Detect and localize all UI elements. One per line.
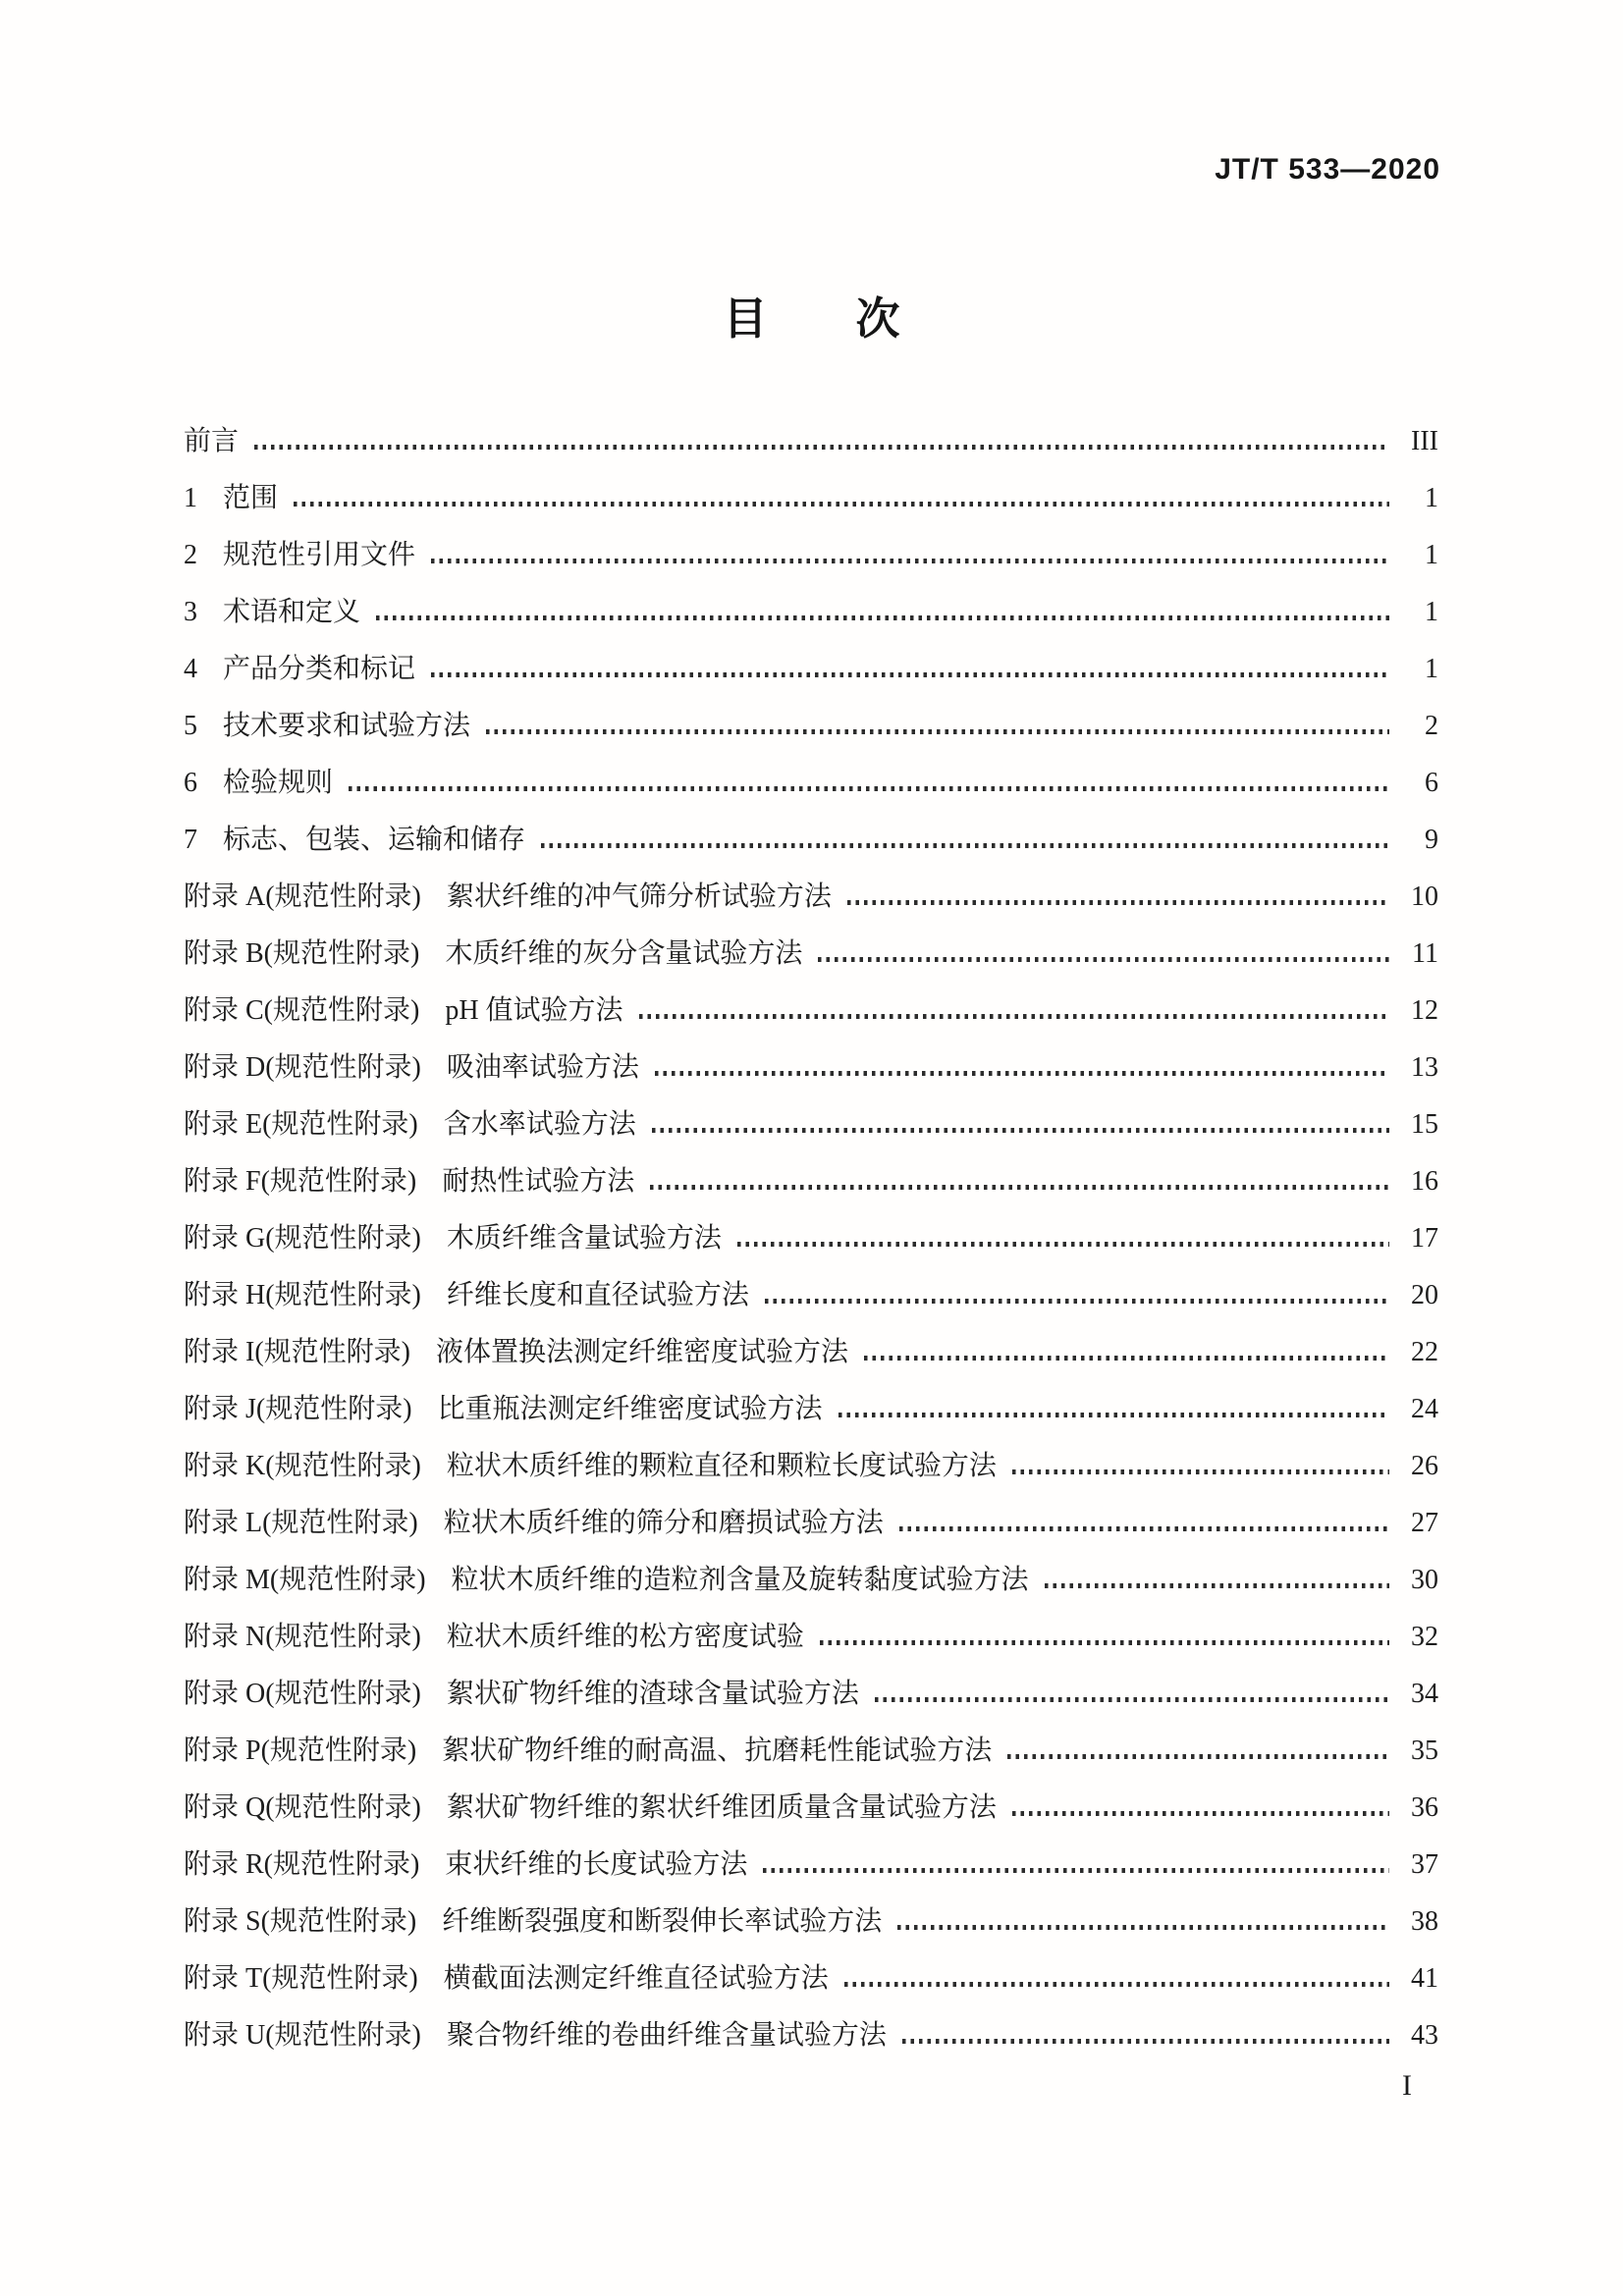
toc-entry-page: 1 [1425, 540, 1438, 570]
toc-row [184, 1609, 1438, 1666]
toc-entry-page: 24 [1411, 1394, 1438, 1424]
toc-entry-leader-dots [897, 1495, 1389, 1552]
toc-entry-prefix: 5 [184, 711, 197, 741]
toc-entry-leader-dots [429, 641, 1389, 698]
toc-row [184, 1837, 1438, 1894]
toc-entry-leader-dots [816, 926, 1389, 983]
toc-entry-prefix: 附录 U(规范性附录) [184, 2020, 421, 2051]
toc-entry-page: 12 [1411, 995, 1438, 1026]
toc-row [184, 1153, 1438, 1210]
toc-entry-leader-dots [842, 1950, 1389, 2007]
toc-entry-title: 聚合物纤维的卷曲纤维含量试验方法 [446, 2020, 887, 2051]
toc-entry-prefix: 附录 O(规范性附录) [184, 1679, 421, 1709]
toc-entry-prefix: 4 [184, 654, 197, 684]
toc-entry-leader-dots [1043, 1552, 1389, 1609]
toc-entry-prefix: 附录 D(规范性附录) [184, 1052, 421, 1083]
toc-entry-leader-dots [1005, 1723, 1389, 1780]
toc-row [184, 1723, 1438, 1780]
toc-row [184, 926, 1438, 983]
toc-entry-title: 横截面法测定纤维直径试验方法 [443, 1963, 829, 1994]
toc-entry-prefix: 7 [184, 825, 197, 855]
toc-entry-page: 26 [1411, 1451, 1438, 1481]
toc-entry-title: 木质纤维含量试验方法 [446, 1223, 722, 1254]
toc-entry-title: 吸油率试验方法 [446, 1052, 639, 1083]
toc-entry-leader-dots [429, 527, 1389, 584]
footer-page-number: I [1402, 2069, 1412, 2102]
toc-entry-leader-dots [900, 2007, 1389, 2064]
standard-number: JT/T 533—2020 [1215, 153, 1440, 186]
toc-entry-page: 17 [1411, 1223, 1438, 1254]
toc-entry-prefix: 附录 G(规范性附录) [184, 1223, 421, 1254]
toc-row [184, 698, 1438, 755]
toc-entry-leader-dots [735, 1210, 1389, 1267]
toc-row [184, 641, 1438, 698]
toc-entry-page: 11 [1412, 938, 1438, 969]
toc-entry-title: 范围 [223, 483, 279, 513]
toc-entry-title: 耐热性试验方法 [442, 1166, 635, 1197]
toc-entry-title: 纤维断裂强度和断裂伸长率试验方法 [442, 1906, 883, 1937]
toc-row [184, 1324, 1438, 1381]
toc-entry-leader-dots [484, 698, 1389, 755]
toc-row [184, 1894, 1438, 1950]
toc-entry-leader-dots [653, 1040, 1389, 1096]
toc-entry-prefix: 附录 Q(规范性附录) [184, 1792, 421, 1823]
toc-entry-title: 粒状木质纤维的造粒剂含量及旋转黏度试验方法 [451, 1565, 1029, 1595]
toc-entry-prefix: 附录 L(规范性附录) [184, 1508, 418, 1538]
toc-entry-title: 絮状纤维的冲气筛分析试验方法 [446, 881, 832, 912]
toc-row [184, 1040, 1438, 1096]
toc-entry-prefix: 附录 K(规范性附录) [184, 1451, 421, 1481]
toc-entry-leader-dots [637, 983, 1389, 1040]
toc-entry-page: 16 [1411, 1166, 1438, 1197]
toc-entry-leader-dots [818, 1609, 1389, 1666]
toc-entry-page: 35 [1411, 1735, 1438, 1766]
toc-entry-leader-dots [648, 1153, 1389, 1210]
toc-row [184, 812, 1438, 869]
toc-entry-prefix: 附录 N(规范性附录) [184, 1622, 421, 1652]
toc-entry-title: 纤维长度和直径试验方法 [446, 1280, 749, 1310]
toc-entry-prefix: 附录 F(规范性附录) [184, 1166, 417, 1197]
toc-entry-leader-dots [845, 869, 1389, 926]
toc-row [184, 1096, 1438, 1153]
toc-list [184, 413, 1438, 2064]
toc-entry-prefix: 附录 I(规范性附录) [184, 1337, 410, 1367]
toc-entry-page: 22 [1411, 1337, 1438, 1367]
toc-entry-page: 2 [1425, 711, 1438, 741]
toc-entry-leader-dots [763, 1267, 1389, 1324]
toc-entry-prefix: 3 [184, 597, 197, 627]
toc-row [184, 1210, 1438, 1267]
toc-entry-prefix: 附录 E(规范性附录) [184, 1109, 418, 1140]
toc-entry-page: 13 [1411, 1052, 1438, 1083]
toc-entry-page: 10 [1411, 881, 1438, 912]
toc-entry-prefix: 6 [184, 768, 197, 798]
toc-row [184, 470, 1438, 527]
toc-entry-page: 43 [1411, 2020, 1438, 2051]
toc-row [184, 869, 1438, 926]
toc-row [184, 1381, 1438, 1438]
toc-entry-title: 规范性引用文件 [223, 540, 416, 570]
toc-entry-title: 粒状木质纤维的颗粒直径和颗粒长度试验方法 [446, 1451, 997, 1481]
toc-entry-page: 32 [1411, 1622, 1438, 1652]
toc-row [184, 1267, 1438, 1324]
toc-row [184, 755, 1438, 812]
toc-row [184, 527, 1438, 584]
toc-entry-title: 比重瓶法测定纤维密度试验方法 [437, 1394, 823, 1424]
toc-entry-page: 30 [1411, 1565, 1438, 1595]
toc-entry-page: 1 [1425, 654, 1438, 684]
toc-row [184, 584, 1438, 641]
toc-entry-prefix: 附录 H(规范性附录) [184, 1280, 421, 1310]
toc-entry-page: 36 [1411, 1792, 1438, 1823]
toc-row [184, 1438, 1438, 1495]
toc-entry-page: 1 [1425, 597, 1438, 627]
toc-row [184, 1950, 1438, 2007]
toc-entry-leader-dots [374, 584, 1389, 641]
toc-entry-prefix: 2 [184, 540, 197, 570]
toc-entry-title: 标志、包装、运输和储存 [223, 825, 526, 855]
toc-entry-title: 絮状矿物纤维的渣球含量试验方法 [446, 1679, 859, 1709]
toc-entry-page: 9 [1425, 825, 1438, 855]
toc-entry-prefix: 1 [184, 483, 197, 513]
toc-entry-prefix: 附录 T(规范性附录) [184, 1963, 418, 1994]
toc-entry-page: 15 [1411, 1109, 1438, 1140]
toc-entry-page: 6 [1425, 768, 1438, 798]
toc-entry-title: 束状纤维的长度试验方法 [445, 1849, 748, 1880]
toc-entry-title: 絮状矿物纤维的耐高温、抗磨耗性能试验方法 [442, 1735, 993, 1766]
toc-entry-prefix: 附录 S(规范性附录) [184, 1906, 417, 1937]
toc-entry-leader-dots [837, 1381, 1389, 1438]
toc-row [184, 1780, 1438, 1837]
toc-entry-leader-dots [252, 413, 1389, 470]
toc-entry-page: 34 [1411, 1679, 1438, 1709]
toc-entry-leader-dots [1010, 1780, 1389, 1837]
toc-entry-leader-dots [1010, 1438, 1389, 1495]
toc-entry-page: 37 [1411, 1849, 1438, 1880]
toc-row [184, 1495, 1438, 1552]
toc-row [184, 1666, 1438, 1723]
toc-row [184, 1552, 1438, 1609]
page-title: 目 次 [723, 294, 900, 344]
toc-entry-page: 41 [1411, 1963, 1438, 1994]
toc-entry-leader-dots [347, 755, 1389, 812]
toc-entry-prefix: 前言 [184, 426, 240, 456]
toc-entry-leader-dots [292, 470, 1389, 527]
toc-entry-page: 38 [1411, 1906, 1438, 1937]
toc-entry-title: 粒状木质纤维的松方密度试验 [446, 1622, 804, 1652]
toc-entry-leader-dots [650, 1096, 1389, 1153]
toc-entry-page: III [1411, 426, 1438, 456]
toc-entry-prefix: 附录 A(规范性附录) [184, 881, 421, 912]
toc-entry-prefix: 附录 P(规范性附录) [184, 1735, 417, 1766]
toc-entry-prefix: 附录 R(规范性附录) [184, 1849, 420, 1880]
toc-entry-prefix: 附录 C(规范性附录) [184, 995, 420, 1026]
toc-entry-title: 技术要求和试验方法 [223, 711, 471, 741]
toc-row [184, 413, 1438, 470]
toc-row [184, 983, 1438, 1040]
toc-entry-leader-dots [862, 1324, 1389, 1381]
toc-entry-title: 液体置换法测定纤维密度试验方法 [435, 1337, 848, 1367]
toc-entry-title: 产品分类和标记 [223, 654, 416, 684]
toc-entry-leader-dots [873, 1666, 1389, 1723]
toc-entry-prefix: 附录 B(规范性附录) [184, 938, 420, 969]
toc-entry-prefix: 附录 J(规范性附录) [184, 1394, 412, 1424]
toc-entry-leader-dots [539, 812, 1389, 869]
toc-entry-title: 术语和定义 [223, 597, 361, 627]
toc-entry-title: 检验规则 [223, 768, 334, 798]
toc-entry-page: 20 [1411, 1280, 1438, 1310]
toc-entry-page: 27 [1411, 1508, 1438, 1538]
toc-entry-leader-dots [761, 1837, 1389, 1894]
toc-entry-prefix: 附录 M(规范性附录) [184, 1565, 426, 1595]
toc-entry-page: 1 [1425, 483, 1438, 513]
toc-entry-title: 絮状矿物纤维的絮状纤维团质量含量试验方法 [446, 1792, 997, 1823]
toc-entry-title: 含水率试验方法 [443, 1109, 636, 1140]
toc-row [184, 2007, 1438, 2064]
toc-entry-title: pH 值试验方法 [445, 995, 623, 1026]
toc-entry-title: 粒状木质纤维的筛分和磨损试验方法 [443, 1508, 884, 1538]
toc-entry-leader-dots [895, 1894, 1389, 1950]
toc-entry-title: 木质纤维的灰分含量试验方法 [445, 938, 803, 969]
